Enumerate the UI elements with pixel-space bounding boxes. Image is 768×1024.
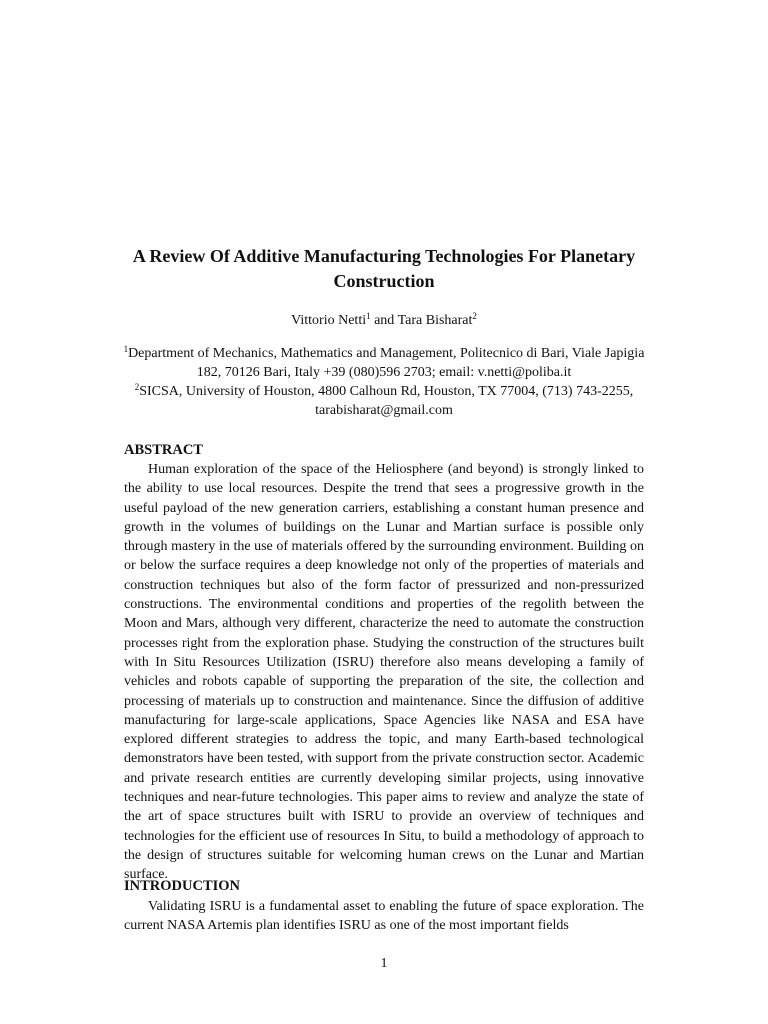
author-conjunction: and: [370, 313, 398, 328]
introduction-body: Validating ISRU is a fundamental asset to enabling the future of space exploration. The current NASA Artemis plan identifies ISRU as one of the most important fields: [124, 899, 644, 934]
author-affiliation-marker: 1: [366, 311, 371, 321]
abstract-body: Human exploration of the space of the Heliosphere (and beyond) is strongly linked to the ability to use local resources. Despite the trend that sees a progressive growth in the useful payload of the new generation carriers, establishing a constant human presence and growth in the volumes of buildings on the Lunar and Martian surface is possible only through mastery in the use of materials offered by the surrounding environment. Building on or below the surface requires a deep knowledge not only of the properties of materials and construction techniques but also of the form factor of pressurized and non-pressurized constructions. The environmental conditions and properties of the regolith between the Moon and Mars, although very different, characterize the need to automate the construction processes right from the exploration phase. Studying the construction of the structures built with In Situ Resources Utilization (ISRU) therefore also means developing a family of vehicles and robots capable of supporting the preparation of the site, the collection and processing of materials up to construction and maintenance. Since the diffusion of additive manufacturing for large-scale applications, Space Agencies like NASA and ESA have explored different strategies to address the topic, and many Earth-based technological demonstrators have been tested, with support from the private construction sector. Academic and private research entities are currently developing similar projects, using innovative techniques and near-future technologies. This paper aims to review and analyze the state of the art of space structures built with ISRU to provide an overview of techniques and technologies for the efficient use of resources In Situ, to build a methodology of approach to the design of structures suitable for welcoming human crews on the Lunar and Martian surface.: [124, 462, 644, 883]
affiliation-text: SICSA, University of Houston, 4800 Calhoun Rd, Houston, TX 77004, (713) 743-2255, tarabisharat@gmail.com: [139, 384, 634, 418]
affiliation-marker: 2: [134, 382, 140, 392]
affiliation-marker: 1: [123, 344, 129, 354]
author-name: Tara Bisharat: [397, 313, 473, 328]
paper-title: A Review Of Additive Manufacturing Technologies For Planetary Construction: [132, 246, 636, 291]
author-list: [110, 311, 658, 331]
author-affiliation-marker: 2: [472, 311, 477, 321]
page-number: 1: [380, 956, 388, 971]
affiliation-2: [110, 382, 658, 420]
introduction-heading: INTRODUCTION: [124, 878, 241, 894]
abstract-heading: ABSTRACT: [124, 442, 203, 458]
affiliation-text: Department of Mechanics, Mathematics and Management, Politecnico di Bari, Viale Japigia 182, 70126 Bari, Italy +39 (080)596 2703; email: v.netti@poliba.it: [128, 346, 645, 380]
author-name: Vittorio Netti: [291, 313, 367, 328]
affiliation-block: [110, 344, 658, 420]
affiliation-1: [110, 344, 658, 382]
